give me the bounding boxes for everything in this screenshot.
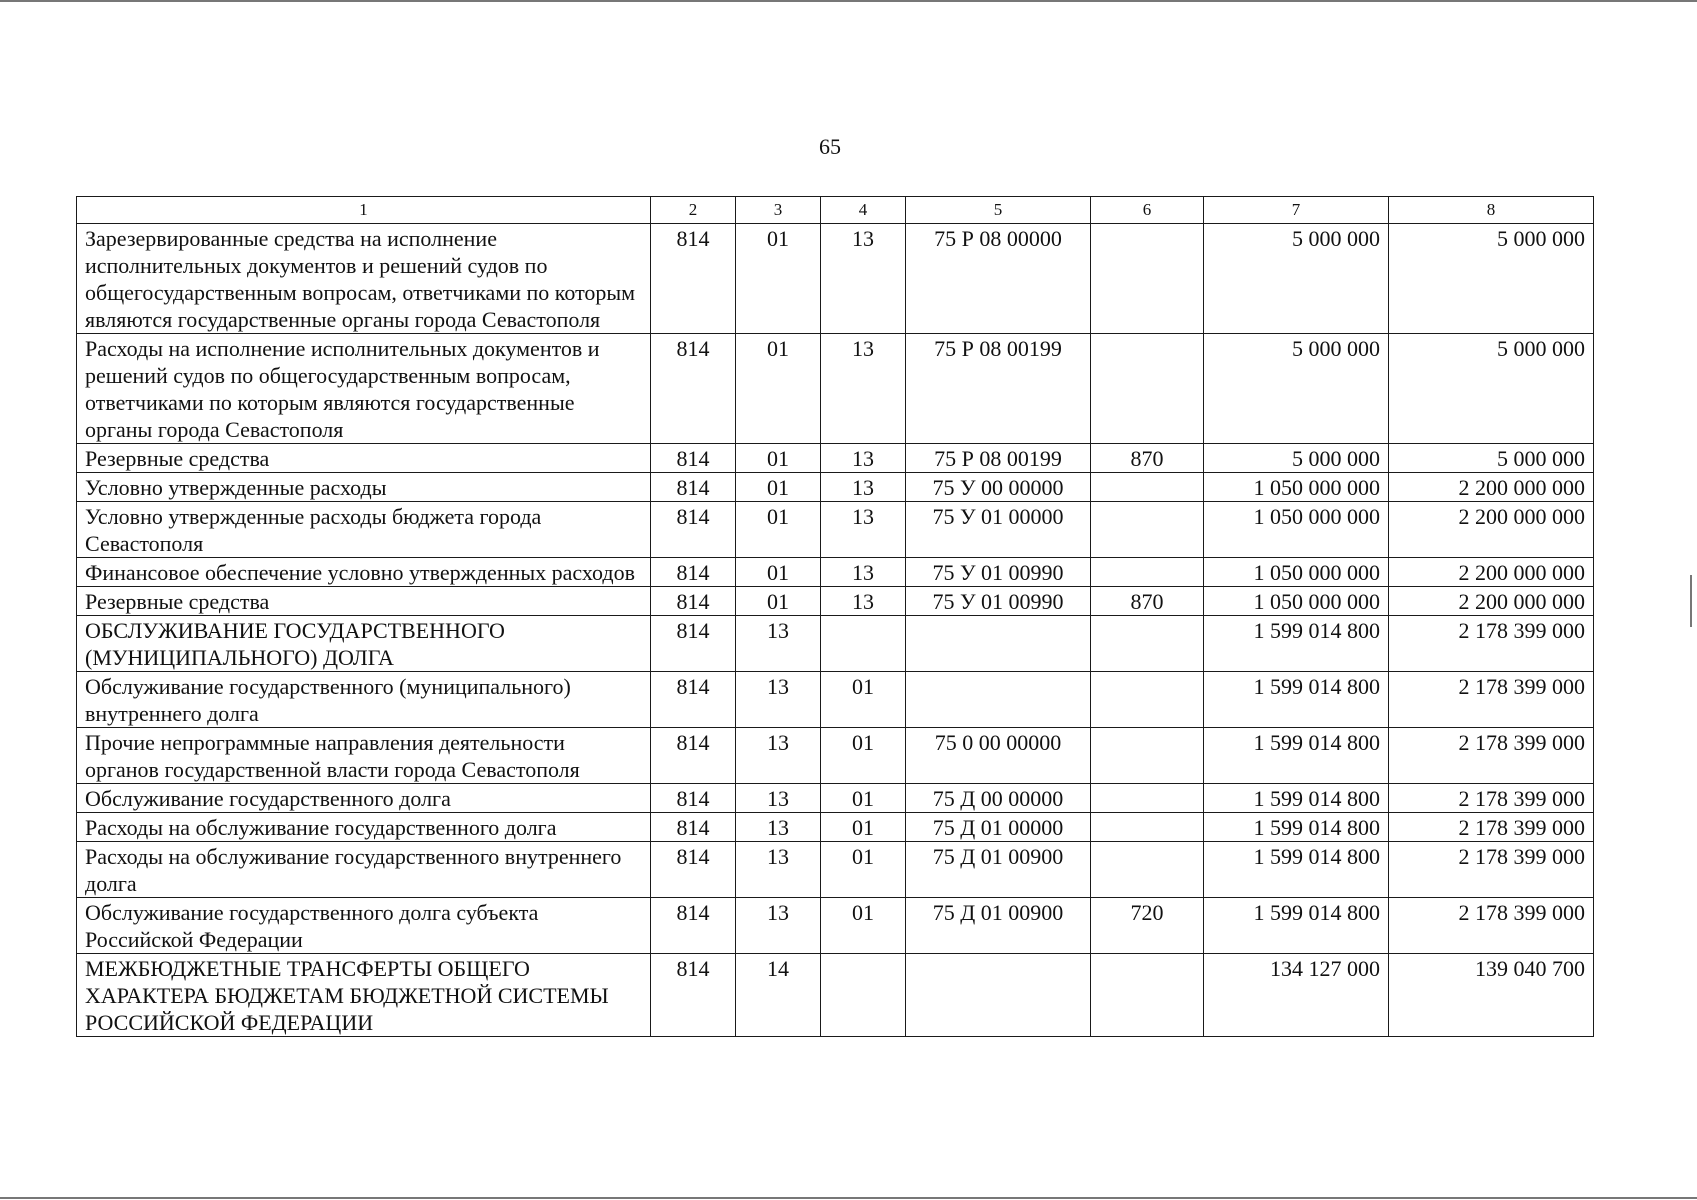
- column-header: 3: [736, 197, 821, 224]
- target-article-cell: 75 0 00 00000: [906, 728, 1091, 784]
- amount-year1-cell: 1 599 014 800: [1204, 728, 1389, 784]
- amount-year1-cell: 1 050 000 000: [1204, 587, 1389, 616]
- subsection-code-cell: [821, 616, 906, 672]
- expense-name-cell: Условно утвержденные расходы бюджета города Севастополя: [77, 502, 651, 558]
- grbs-code-cell: 814: [651, 672, 736, 728]
- subsection-code-cell: 01: [821, 672, 906, 728]
- subsection-code-cell: 01: [821, 898, 906, 954]
- table-row: [77, 813, 1594, 842]
- expense-name-cell: Резервные средства: [77, 444, 651, 473]
- table-row: [77, 558, 1594, 587]
- amount-year1-cell: 5 000 000: [1204, 224, 1389, 334]
- subsection-code-cell: 01: [821, 784, 906, 813]
- section-code-cell: 01: [736, 473, 821, 502]
- column-header: 2: [651, 197, 736, 224]
- grbs-code-cell: 814: [651, 954, 736, 1037]
- grbs-code-cell: 814: [651, 334, 736, 444]
- column-header: 5: [906, 197, 1091, 224]
- amount-year2-cell: 5 000 000: [1389, 224, 1594, 334]
- expense-type-cell: 720: [1091, 898, 1204, 954]
- section-code-cell: 01: [736, 334, 821, 444]
- target-article-cell: 75 Д 01 00900: [906, 842, 1091, 898]
- subsection-code-cell: [821, 954, 906, 1037]
- grbs-code-cell: 814: [651, 502, 736, 558]
- grbs-code-cell: 814: [651, 587, 736, 616]
- expense-type-cell: [1091, 728, 1204, 784]
- grbs-code-cell: 814: [651, 616, 736, 672]
- table-row: [77, 502, 1594, 558]
- section-code-cell: 13: [736, 784, 821, 813]
- expense-name-cell: Расходы на обслуживание государственного долга: [77, 813, 651, 842]
- amount-year1-cell: 1 050 000 000: [1204, 558, 1389, 587]
- amount-year1-cell: 5 000 000: [1204, 334, 1389, 444]
- amount-year1-cell: 5 000 000: [1204, 444, 1389, 473]
- table-row: [77, 587, 1594, 616]
- section-code-cell: 13: [736, 616, 821, 672]
- column-header: 8: [1389, 197, 1594, 224]
- expense-name-cell: Финансовое обеспечение условно утвержденных расходов: [77, 558, 651, 587]
- target-article-cell: 75 У 00 00000: [906, 473, 1091, 502]
- target-article-cell: [906, 616, 1091, 672]
- table-row: [77, 334, 1594, 444]
- target-article-cell: 75 Д 01 00000: [906, 813, 1091, 842]
- amount-year1-cell: 1 599 014 800: [1204, 898, 1389, 954]
- page-number: 65: [819, 134, 841, 159]
- section-code-cell: 13: [736, 813, 821, 842]
- table-row: [77, 616, 1594, 672]
- amount-year1-cell: 1 050 000 000: [1204, 473, 1389, 502]
- target-article-cell: [906, 672, 1091, 728]
- expense-type-cell: [1091, 954, 1204, 1037]
- amount-year1-cell: 1 599 014 800: [1204, 616, 1389, 672]
- amount-year2-cell: 2 178 399 000: [1389, 784, 1594, 813]
- grbs-code-cell: 814: [651, 728, 736, 784]
- expense-name-cell: Прочие непрограммные направления деятельности органов государственной власти города Севастополя: [77, 728, 651, 784]
- expense-type-cell: [1091, 784, 1204, 813]
- grbs-code-cell: 814: [651, 558, 736, 587]
- expense-name-cell: Обслуживание государственного (муниципального) внутреннего долга: [77, 672, 651, 728]
- target-article-cell: 75 Д 00 00000: [906, 784, 1091, 813]
- target-article-cell: [906, 954, 1091, 1037]
- subsection-code-cell: 13: [821, 334, 906, 444]
- expense-type-cell: [1091, 616, 1204, 672]
- expense-type-cell: [1091, 473, 1204, 502]
- expense-name-cell: Условно утвержденные расходы: [77, 473, 651, 502]
- table-row: [77, 444, 1594, 473]
- table-row: [77, 473, 1594, 502]
- amount-year2-cell: 5 000 000: [1389, 334, 1594, 444]
- subsection-code-cell: 13: [821, 473, 906, 502]
- expense-type-cell: [1091, 842, 1204, 898]
- column-header: 7: [1204, 197, 1389, 224]
- table-row: [77, 842, 1594, 898]
- scan-edge-top: [0, 0, 1697, 2]
- section-code-cell: 13: [736, 672, 821, 728]
- grbs-code-cell: 814: [651, 473, 736, 502]
- target-article-cell: 75 У 01 00990: [906, 558, 1091, 587]
- amount-year2-cell: 2 178 399 000: [1389, 672, 1594, 728]
- amount-year2-cell: 5 000 000: [1389, 444, 1594, 473]
- table-row: [77, 728, 1594, 784]
- subsection-code-cell: 13: [821, 224, 906, 334]
- target-article-cell: 75 Д 01 00900: [906, 898, 1091, 954]
- table-row: [77, 898, 1594, 954]
- amount-year2-cell: 2 178 399 000: [1389, 898, 1594, 954]
- subsection-code-cell: 01: [821, 728, 906, 784]
- amount-year2-cell: 2 178 399 000: [1389, 842, 1594, 898]
- subsection-code-cell: 13: [821, 558, 906, 587]
- expense-type-cell: [1091, 558, 1204, 587]
- budget-table-body: [77, 197, 1594, 1037]
- grbs-code-cell: 814: [651, 898, 736, 954]
- table-row: [77, 224, 1594, 334]
- amount-year2-cell: 2 178 399 000: [1389, 616, 1594, 672]
- section-code-cell: 01: [736, 587, 821, 616]
- budget-table: [76, 196, 1594, 1037]
- section-code-cell: 13: [736, 842, 821, 898]
- expense-name-cell: Зарезервированные средства на исполнение исполнительных документов и решений судов по общегосударственным вопросам, ответчиками по которым являются государственные органы города Севастополя: [77, 224, 651, 334]
- table-row: [77, 784, 1594, 813]
- amount-year2-cell: 2 178 399 000: [1389, 728, 1594, 784]
- expense-type-cell: [1091, 334, 1204, 444]
- subsection-code-cell: 01: [821, 842, 906, 898]
- column-header: 6: [1091, 197, 1204, 224]
- amount-year2-cell: 2 200 000 000: [1389, 502, 1594, 558]
- section-code-cell: 14: [736, 954, 821, 1037]
- column-header: 1: [77, 197, 651, 224]
- amount-year1-cell: 1 599 014 800: [1204, 784, 1389, 813]
- expense-type-cell: [1091, 813, 1204, 842]
- subsection-code-cell: 13: [821, 502, 906, 558]
- expense-name-cell: Расходы на обслуживание государственного внутреннего долга: [77, 842, 651, 898]
- expense-type-cell: [1091, 672, 1204, 728]
- amount-year2-cell: 139 040 700: [1389, 954, 1594, 1037]
- expense-name-cell: Обслуживание государственного долга субъекта Российской Федерации: [77, 898, 651, 954]
- subsection-code-cell: 13: [821, 444, 906, 473]
- subsection-code-cell: 01: [821, 813, 906, 842]
- expense-type-cell: [1091, 502, 1204, 558]
- section-code-cell: 01: [736, 224, 821, 334]
- expense-name-cell: ОБСЛУЖИВАНИЕ ГОСУДАРСТВЕННОГО (МУНИЦИПАЛЬНОГО) ДОЛГА: [77, 616, 651, 672]
- scan-edge-bottom: [0, 1197, 1697, 1199]
- expense-type-cell: [1091, 224, 1204, 334]
- grbs-code-cell: 814: [651, 784, 736, 813]
- target-article-cell: 75 Р 08 00199: [906, 334, 1091, 444]
- amount-year2-cell: 2 178 399 000: [1389, 813, 1594, 842]
- expense-name-cell: Резервные средства: [77, 587, 651, 616]
- expense-type-cell: 870: [1091, 587, 1204, 616]
- subsection-code-cell: 13: [821, 587, 906, 616]
- section-code-cell: 01: [736, 502, 821, 558]
- column-header: 4: [821, 197, 906, 224]
- expense-name-cell: Расходы на исполнение исполнительных документов и решений судов по общегосударственным вопросам, ответчиками по которым являются государственные органы города Севастополя: [77, 334, 651, 444]
- amount-year2-cell: 2 200 000 000: [1389, 587, 1594, 616]
- target-article-cell: 75 У 01 00990: [906, 587, 1091, 616]
- expense-type-cell: 870: [1091, 444, 1204, 473]
- section-code-cell: 01: [736, 558, 821, 587]
- table-row: [77, 672, 1594, 728]
- scan-mark-right: [1690, 575, 1692, 627]
- grbs-code-cell: 814: [651, 813, 736, 842]
- grbs-code-cell: 814: [651, 224, 736, 334]
- expense-name-cell: Обслуживание государственного долга: [77, 784, 651, 813]
- section-code-cell: 13: [736, 728, 821, 784]
- amount-year1-cell: 1 599 014 800: [1204, 813, 1389, 842]
- expense-name-cell: МЕЖБЮДЖЕТНЫЕ ТРАНСФЕРТЫ ОБЩЕГО ХАРАКТЕРА БЮДЖЕТАМ БЮДЖЕТНОЙ СИСТЕМЫ РОССИЙСКОЙ ФЕДЕРАЦИИ: [77, 954, 651, 1037]
- target-article-cell: 75 У 01 00000: [906, 502, 1091, 558]
- section-code-cell: 01: [736, 444, 821, 473]
- section-code-cell: 13: [736, 898, 821, 954]
- table-row: [77, 954, 1594, 1037]
- amount-year1-cell: 1 050 000 000: [1204, 502, 1389, 558]
- amount-year2-cell: 2 200 000 000: [1389, 473, 1594, 502]
- amount-year1-cell: 1 599 014 800: [1204, 842, 1389, 898]
- table-header-row: [77, 197, 1594, 224]
- target-article-cell: 75 Р 08 00000: [906, 224, 1091, 334]
- amount-year1-cell: 134 127 000: [1204, 954, 1389, 1037]
- grbs-code-cell: 814: [651, 444, 736, 473]
- amount-year1-cell: 1 599 014 800: [1204, 672, 1389, 728]
- grbs-code-cell: 814: [651, 842, 736, 898]
- target-article-cell: 75 Р 08 00199: [906, 444, 1091, 473]
- amount-year2-cell: 2 200 000 000: [1389, 558, 1594, 587]
